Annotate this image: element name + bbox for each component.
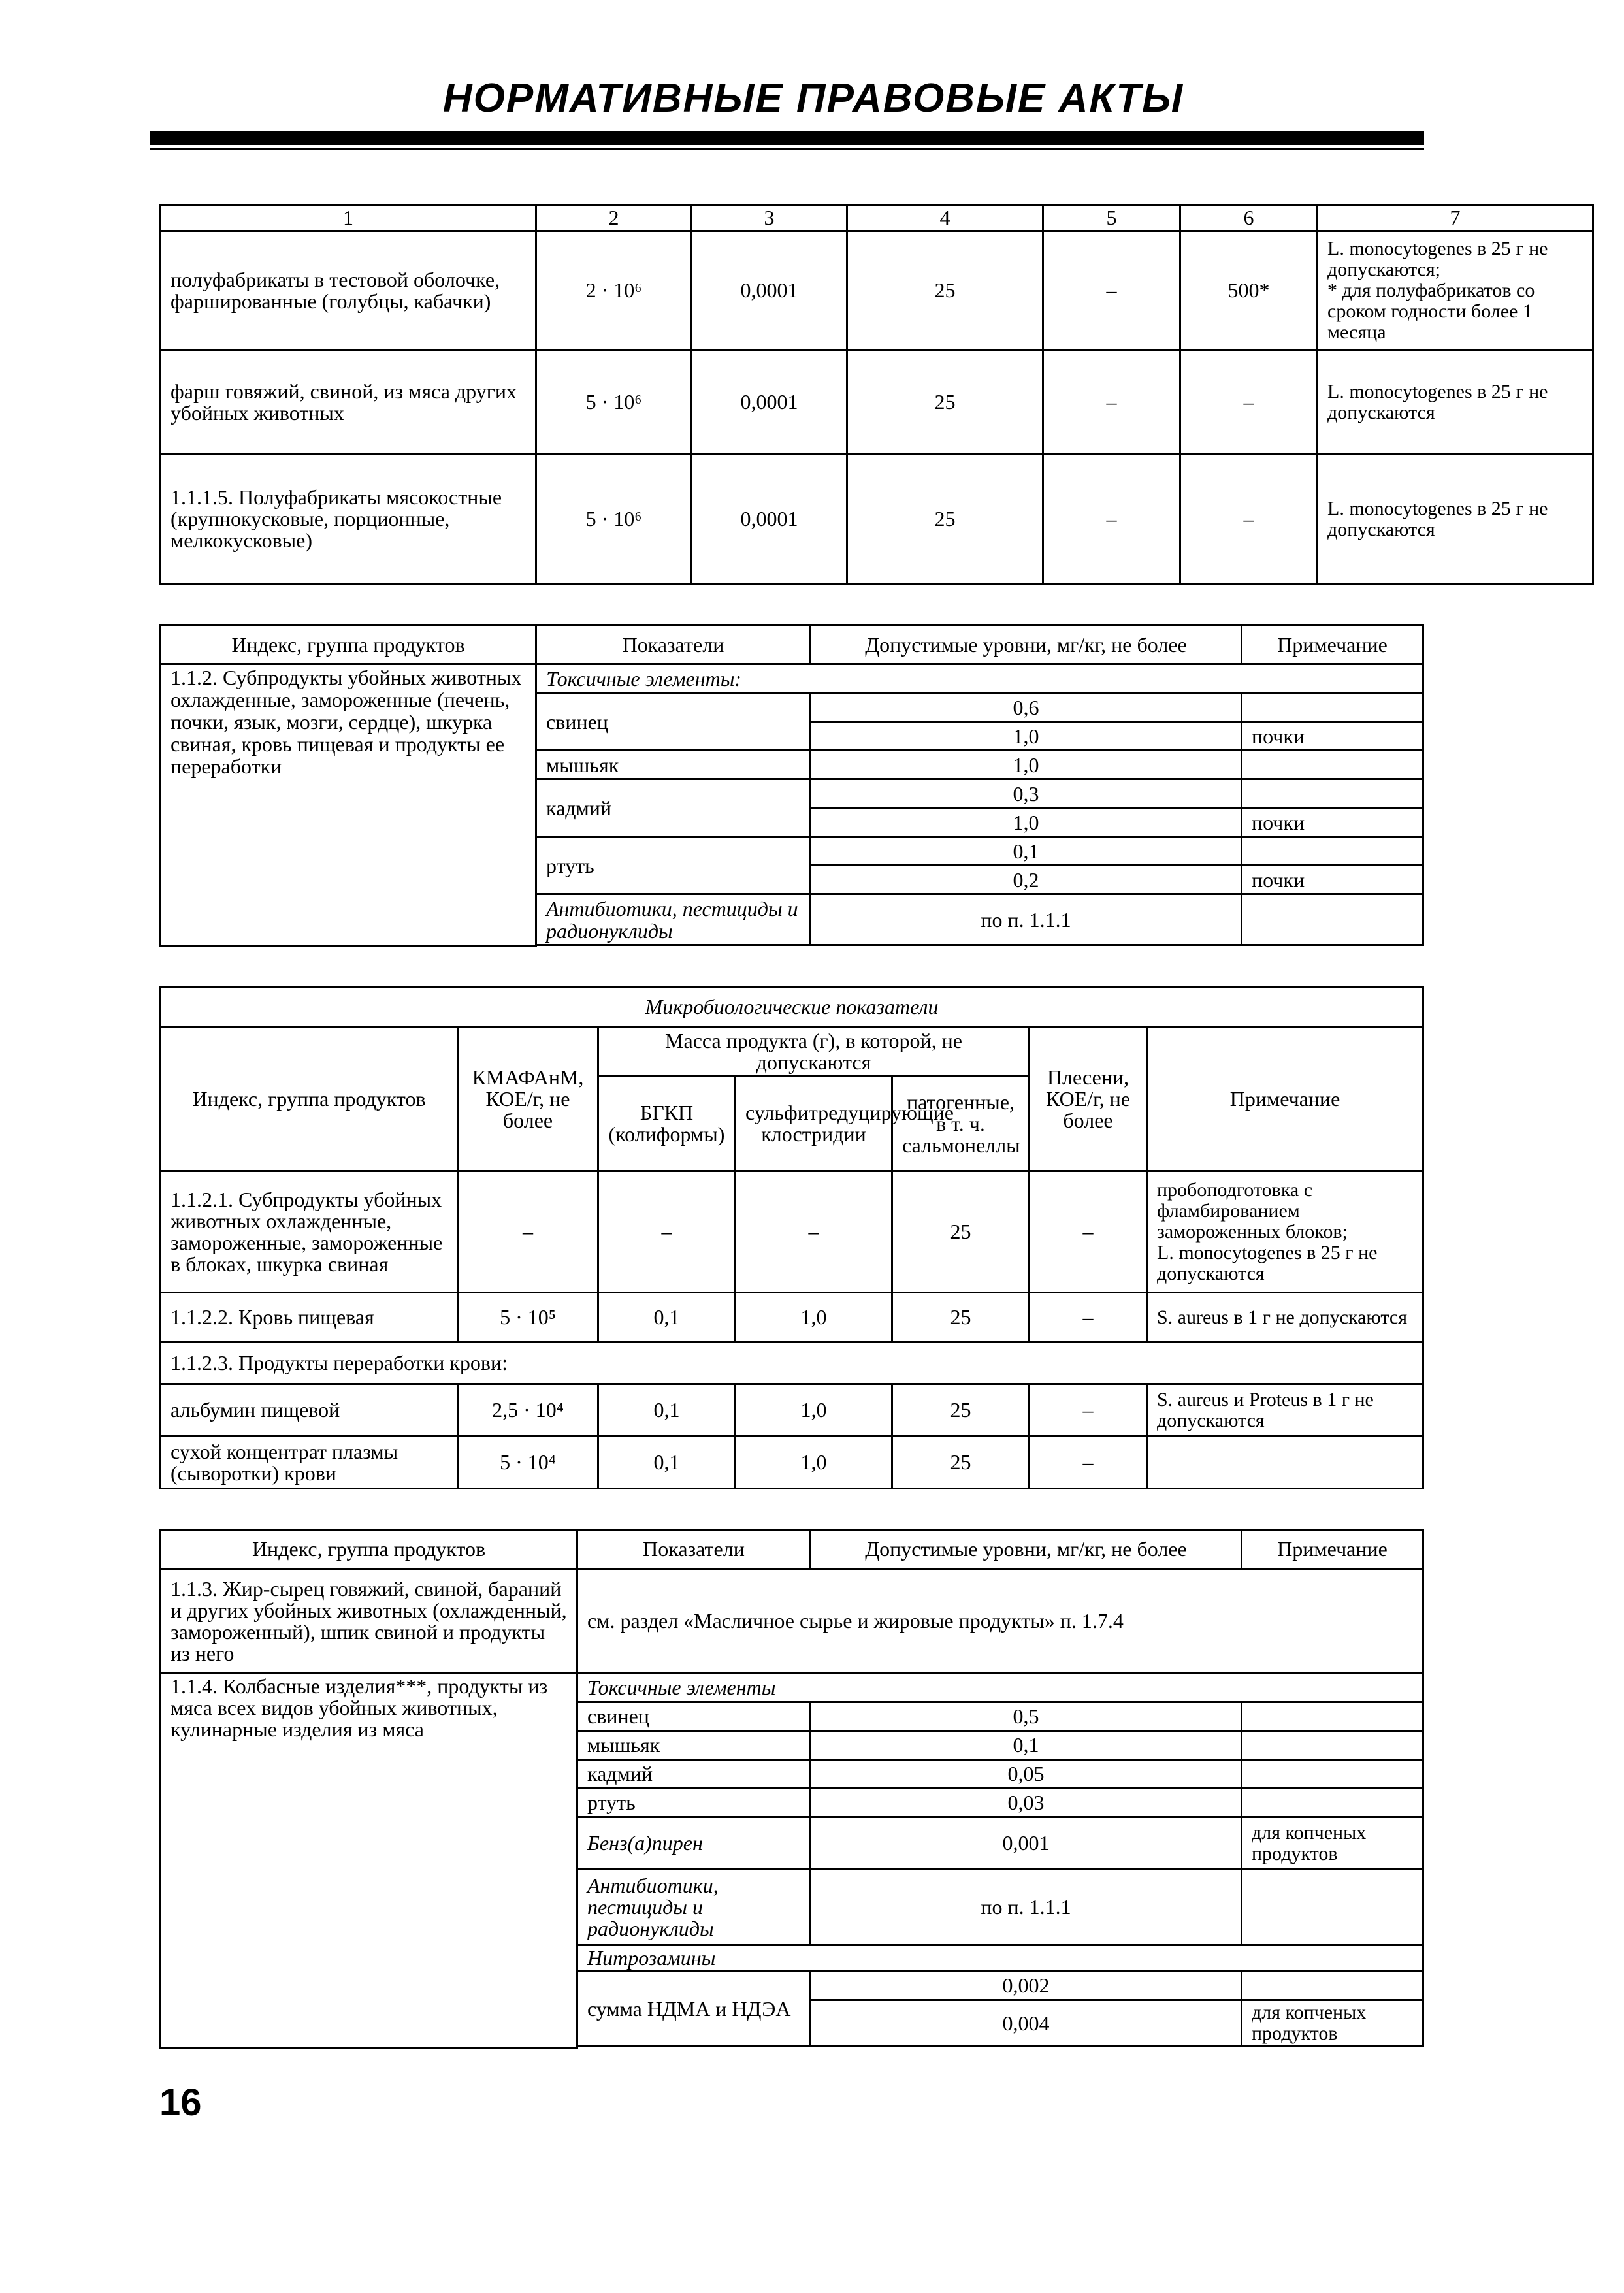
- value-cell: 0,1: [811, 1731, 1242, 1760]
- table-cell: 25: [892, 1384, 1030, 1437]
- product-name: альбумин пищевой: [161, 1384, 458, 1437]
- table-cell: 0,0001: [692, 455, 847, 584]
- table-row: [161, 1293, 1423, 1342]
- header-rule-thin: [150, 148, 1424, 150]
- column-header: 7: [1318, 205, 1593, 231]
- product-name: 1.1.2.1. Субпродукты убойных животных охлажденные, замороженные, замороженные в блоках, шкурка свиная: [161, 1171, 458, 1293]
- table-cell: 5 · 10⁵: [458, 1293, 598, 1342]
- table-cell: 25: [847, 455, 1043, 584]
- table-row: [161, 1171, 1423, 1293]
- note-cell: S. aureus в 1 г не допускаются: [1147, 1293, 1423, 1342]
- table-cell: 2,5 · 10⁴: [458, 1384, 598, 1437]
- note-cell: [1242, 751, 1423, 779]
- column-header: Показатели: [577, 1530, 811, 1569]
- value-cell: 0,001: [811, 1817, 1242, 1870]
- table-row: [161, 1437, 1423, 1489]
- note-cell: [1147, 1171, 1423, 1293]
- note-cell: для копченых продуктов: [1242, 1817, 1423, 1870]
- section-label: 1.1.2.3. Продукты переработки крови:: [161, 1342, 1423, 1384]
- note-cell: [1242, 837, 1423, 866]
- column-header: Индекс, группа продуктов: [161, 1530, 577, 1569]
- note-cell: L. monocytogenes в 25 г не допускаются: [1318, 350, 1593, 455]
- table-toxic-offal: [159, 624, 1424, 947]
- value-cell: 0,2: [811, 866, 1242, 894]
- table-cell: –: [1043, 350, 1180, 455]
- value-cell: 0,05: [811, 1760, 1242, 1789]
- table-cell: –: [458, 1171, 598, 1293]
- note-cell: [1242, 1972, 1423, 2000]
- note-cell: [1242, 779, 1423, 808]
- table-cell: 0,1: [598, 1293, 736, 1342]
- table-row: [161, 455, 1593, 584]
- indicator-antibiotics: Антибиотики, пестициды и радионуклиды: [577, 1870, 811, 1945]
- note-line: * для полуфабрикатов со сроком годности более 1 месяца: [1327, 279, 1535, 343]
- nitrosamines-label: Нитрозамины: [577, 1945, 1423, 1972]
- table-cell: 0,1: [598, 1437, 736, 1489]
- product-group: 1.1.2. Субпродукты убойных животных охлажденные, замороженные (печень, почки, язык, мозги, сердце), шкурка свиная, кровь пищевая и продукты ее переработки: [161, 664, 536, 947]
- toxic-elements-label: Токсичные элементы:: [536, 664, 1423, 693]
- table-row: [161, 231, 1593, 350]
- note-cell: [1242, 1702, 1423, 1731]
- column-header: Допустимые уровни, мг/кг, не более: [811, 625, 1242, 664]
- table-cell: 5 · 10⁴: [458, 1437, 598, 1489]
- note-cell: для копченых продуктов: [1242, 2000, 1423, 2047]
- table-cell: 25: [892, 1437, 1030, 1489]
- product-name: полуфабрикаты в тестовой оболочке, фаршированные (голубцы, кабачки): [161, 231, 536, 350]
- product-name: 1.1.1.5. Полуфабрикаты мясокостные (крупнокусковые, порционные, мелкокусковые): [161, 455, 536, 584]
- value-cell: 0,004: [811, 2000, 1242, 2047]
- column-header: Допустимые уровни, мг/кг, не более: [811, 1530, 1242, 1569]
- table-row: [161, 350, 1593, 455]
- note-cell: почки: [1242, 722, 1423, 751]
- note-cell: L. monocytogenes в 25 г не допускаются: [1318, 455, 1593, 584]
- table-cell: 500*: [1180, 231, 1318, 350]
- note-cell: почки: [1242, 808, 1423, 837]
- table-cell: 1,0: [736, 1437, 892, 1489]
- table-cell: 0,0001: [692, 350, 847, 455]
- product-group: 1.1.4. Колбасные изделия***, продукты из мяса всех видов убойных животных, кулинарные изделия из мяса: [161, 1674, 577, 2048]
- page-header-title: НОРМАТИВНЫЕ ПРАВОВЫЕ АКТЫ: [442, 76, 1184, 121]
- value-cell: по п. 1.1.1: [811, 1870, 1242, 1945]
- table-cell: 0,1: [598, 1384, 736, 1437]
- page-number: 16: [159, 2081, 202, 2124]
- note-cell: [1242, 1760, 1423, 1789]
- product-name: сухой концентрат плазмы (сыворотки) крови: [161, 1437, 458, 1489]
- reference-cell: см. раздел «Масличное сырье и жировые продукты» п. 1.7.4: [577, 1569, 1423, 1674]
- value-cell: 1,0: [811, 751, 1242, 779]
- indicator-ndma: сумма НДМА и НДЭА: [577, 1972, 811, 2047]
- column-header: 4: [847, 205, 1043, 231]
- table-cell: –: [1180, 455, 1318, 584]
- value-cell: 0,6: [811, 693, 1242, 722]
- note-cell: [1242, 1731, 1423, 1760]
- header-rule: [150, 131, 1424, 145]
- table-microbiological-indicators: [159, 986, 1424, 1489]
- value-cell: 0,03: [811, 1789, 1242, 1817]
- table-cell: –: [1180, 350, 1318, 455]
- note-cell: [1147, 1437, 1423, 1489]
- note-cell: S. aureus и Proteus в 1 г не допускаются: [1147, 1384, 1423, 1437]
- note-cell: [1242, 894, 1423, 945]
- table-cell: –: [1030, 1384, 1147, 1437]
- column-header: 5: [1043, 205, 1180, 231]
- indicator-arsenic: мышьяк: [577, 1731, 811, 1760]
- table-fat-sausage: [159, 1529, 1424, 2049]
- note-line: пробоподготовка с фламбированием замороженных блоков;: [1157, 1179, 1348, 1243]
- table-cell: 25: [847, 350, 1043, 455]
- value-cell: 1,0: [811, 722, 1242, 751]
- value-cell: по п. 1.1.1: [811, 894, 1242, 945]
- column-header: Примечание: [1147, 1027, 1423, 1171]
- note-cell: [1318, 231, 1593, 350]
- product-group: 1.1.3. Жир-сырец говяжий, свиной, бараний и других убойных животных (охлажденный, замороженный), шпик свиной и продукты из него: [161, 1569, 577, 1674]
- indicator-cadmium: кадмий: [577, 1760, 811, 1789]
- column-header: 3: [692, 205, 847, 231]
- column-header: КМАФАнМ, КОЕ/г, не более: [458, 1027, 598, 1171]
- column-header: Показатели: [536, 625, 811, 664]
- table-microbiology-continuation: [159, 204, 1594, 585]
- table-cell: 5 · 10⁶: [536, 455, 692, 584]
- note-line: L. monocytogenes в 25 г не допускаются;: [1327, 237, 1548, 280]
- product-name: фарш говяжий, свиной, из мяса других убойных животных: [161, 350, 536, 455]
- indicator-lead: свинец: [577, 1702, 811, 1731]
- table-cell: –: [1030, 1437, 1147, 1489]
- table-cell: 5 · 10⁶: [536, 350, 692, 455]
- column-header: Индекс, группа продуктов: [161, 625, 536, 664]
- indicator-mercury: ртуть: [536, 837, 811, 894]
- table-cell: –: [1030, 1171, 1147, 1293]
- table-cell: –: [736, 1171, 892, 1293]
- value-cell: 0,002: [811, 1972, 1242, 2000]
- table-cell: –: [1043, 231, 1180, 350]
- table-cell: –: [1043, 455, 1180, 584]
- product-name: 1.1.2.2. Кровь пищевая: [161, 1293, 458, 1342]
- note-line: L. monocytogenes в 25 г не допускаются: [1157, 1241, 1378, 1284]
- toxic-elements-label: Токсичные элементы: [577, 1674, 1423, 1702]
- table-cell: 1,0: [736, 1384, 892, 1437]
- table-cell: 1,0: [736, 1293, 892, 1342]
- table-cell: –: [598, 1171, 736, 1293]
- value-cell: 1,0: [811, 808, 1242, 837]
- value-cell: 0,5: [811, 1702, 1242, 1731]
- column-header: 1: [161, 205, 536, 231]
- note-cell: [1242, 693, 1423, 722]
- indicator-cadmium: кадмий: [536, 779, 811, 837]
- indicator-benzpyrene: Бенз(а)пирен: [577, 1817, 811, 1870]
- column-header: 2: [536, 205, 692, 231]
- column-header: Плесени, КОЕ/г, не более: [1030, 1027, 1147, 1171]
- column-header: сульфитредуцирующие клостридии: [736, 1077, 892, 1171]
- column-header: патогенные, в т. ч. сальмонеллы: [892, 1077, 1030, 1171]
- table-row: [161, 1384, 1423, 1437]
- column-header: Индекс, группа продуктов: [161, 1027, 458, 1171]
- note-cell: почки: [1242, 866, 1423, 894]
- note-cell: [1242, 1870, 1423, 1945]
- value-cell: 0,3: [811, 779, 1242, 808]
- column-header: БГКП (колиформы): [598, 1077, 736, 1171]
- column-header: Масса продукта (г), в которой, не допускаются: [598, 1027, 1030, 1077]
- indicator-arsenic: мышьяк: [536, 751, 811, 779]
- column-header: Примечание: [1242, 625, 1423, 664]
- table-cell: 25: [847, 231, 1043, 350]
- table-cell: 25: [892, 1171, 1030, 1293]
- table-title: Микробиологические показатели: [161, 988, 1423, 1027]
- table-cell: 2 · 10⁶: [536, 231, 692, 350]
- table-cell: –: [1030, 1293, 1147, 1342]
- table-cell: 0,0001: [692, 231, 847, 350]
- table-cell: 25: [892, 1293, 1030, 1342]
- column-header: Примечание: [1242, 1530, 1423, 1569]
- indicator-mercury: ртуть: [577, 1789, 811, 1817]
- value-cell: 0,1: [811, 837, 1242, 866]
- column-header: 6: [1180, 205, 1318, 231]
- indicator-lead: свинец: [536, 693, 811, 751]
- note-cell: [1242, 1789, 1423, 1817]
- indicator-antibiotics: Антибиотики, пестициды и радионуклиды: [536, 894, 811, 945]
